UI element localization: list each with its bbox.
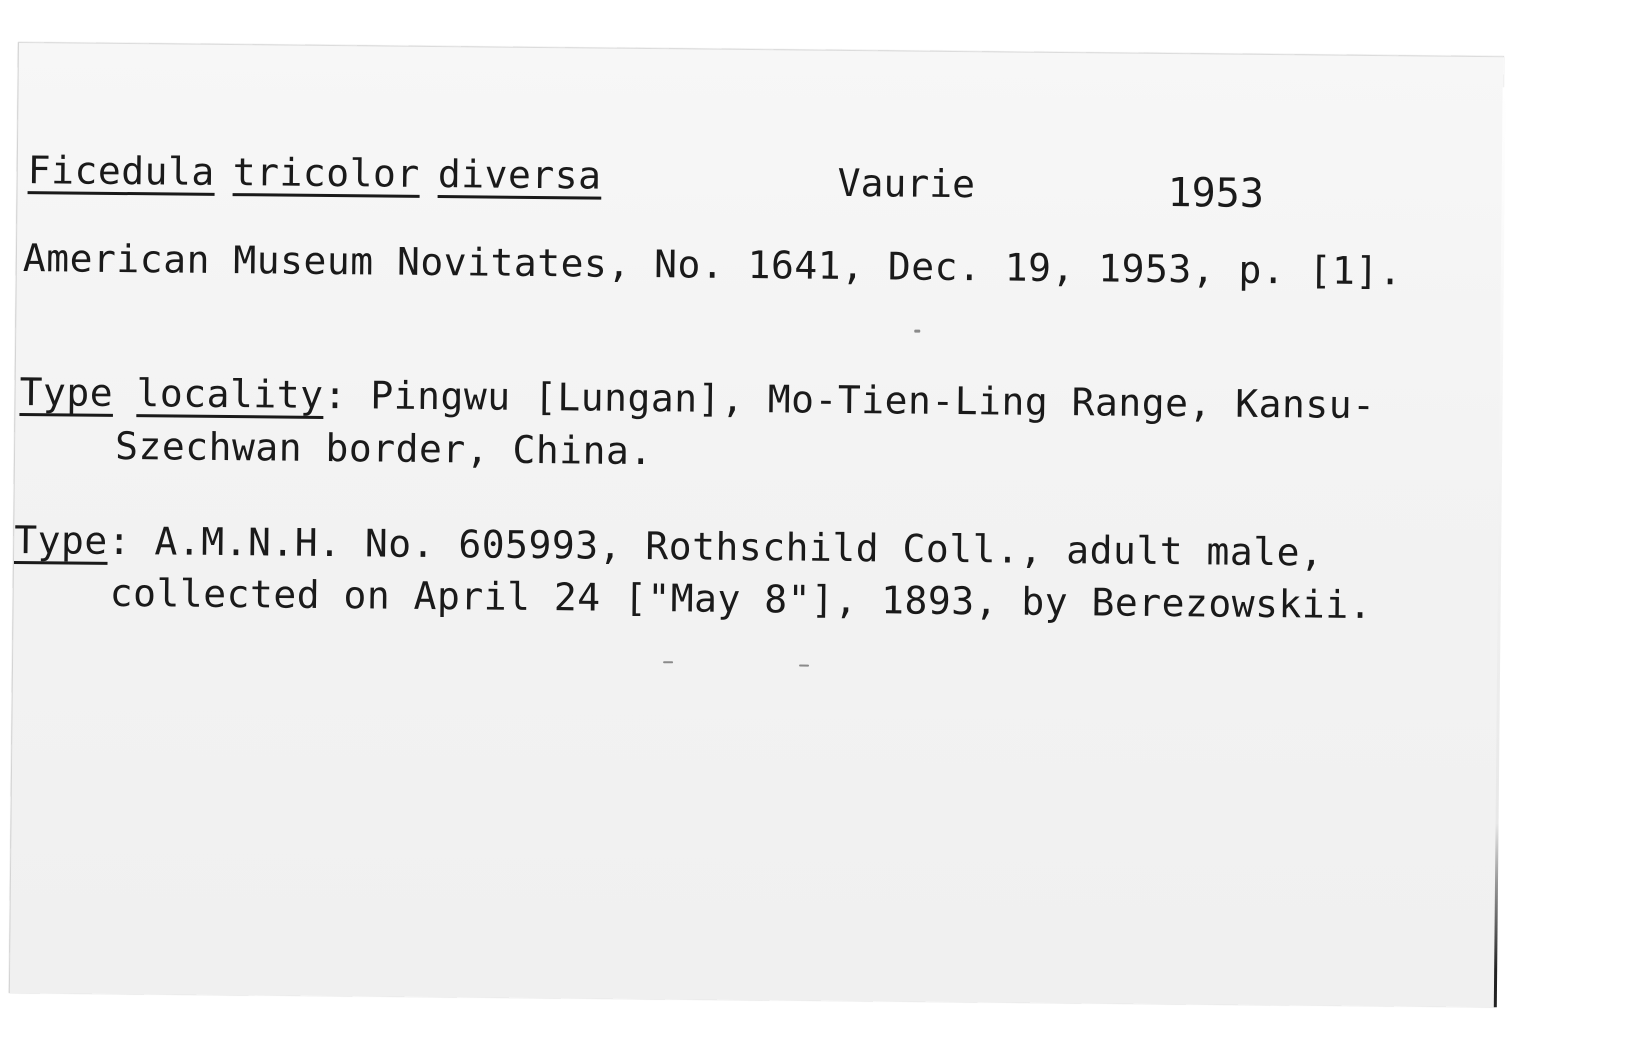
- type-line-2: collected on April 24 ["May 8"], 1893, by Berezowskii.: [109, 570, 1373, 628]
- author-name: Vaurie: [837, 160, 976, 207]
- type-locality-text-1: Pingwu [Lungan], Mo-Tien-Ling Range, Kansu-: [346, 373, 1376, 428]
- taxon-name: [27, 148, 602, 198]
- type-label: Type: [14, 517, 108, 563]
- ink-speck: [799, 665, 809, 667]
- type-locality-line-1: [19, 370, 1376, 428]
- card-edge: [1494, 87, 1506, 1007]
- ink-speck: [914, 330, 920, 333]
- type-locality-line-2: Szechwan border, China.: [114, 423, 654, 474]
- citation: American Museum Novitates, No. 1641, Dec. 19, 1953, p. [1].: [22, 236, 1403, 294]
- type-locality-label-locality: locality: [136, 371, 324, 417]
- type-locality-colon: :: [323, 372, 348, 418]
- publication-year: 1953: [1167, 170, 1265, 217]
- species-name: tricolor: [232, 150, 421, 196]
- index-card: [9, 42, 1504, 1007]
- type-line-1: [14, 517, 1324, 575]
- subspecies-name: diversa: [437, 152, 602, 198]
- type-colon: :: [107, 518, 132, 564]
- type-locality-label-type: Type: [19, 370, 114, 415]
- genus-name: Ficedula: [27, 148, 216, 194]
- type-text-1: A.M.N.H. No. 605993, Rothschild Coll., adult male,: [130, 519, 1324, 575]
- ink-speck: [663, 661, 673, 663]
